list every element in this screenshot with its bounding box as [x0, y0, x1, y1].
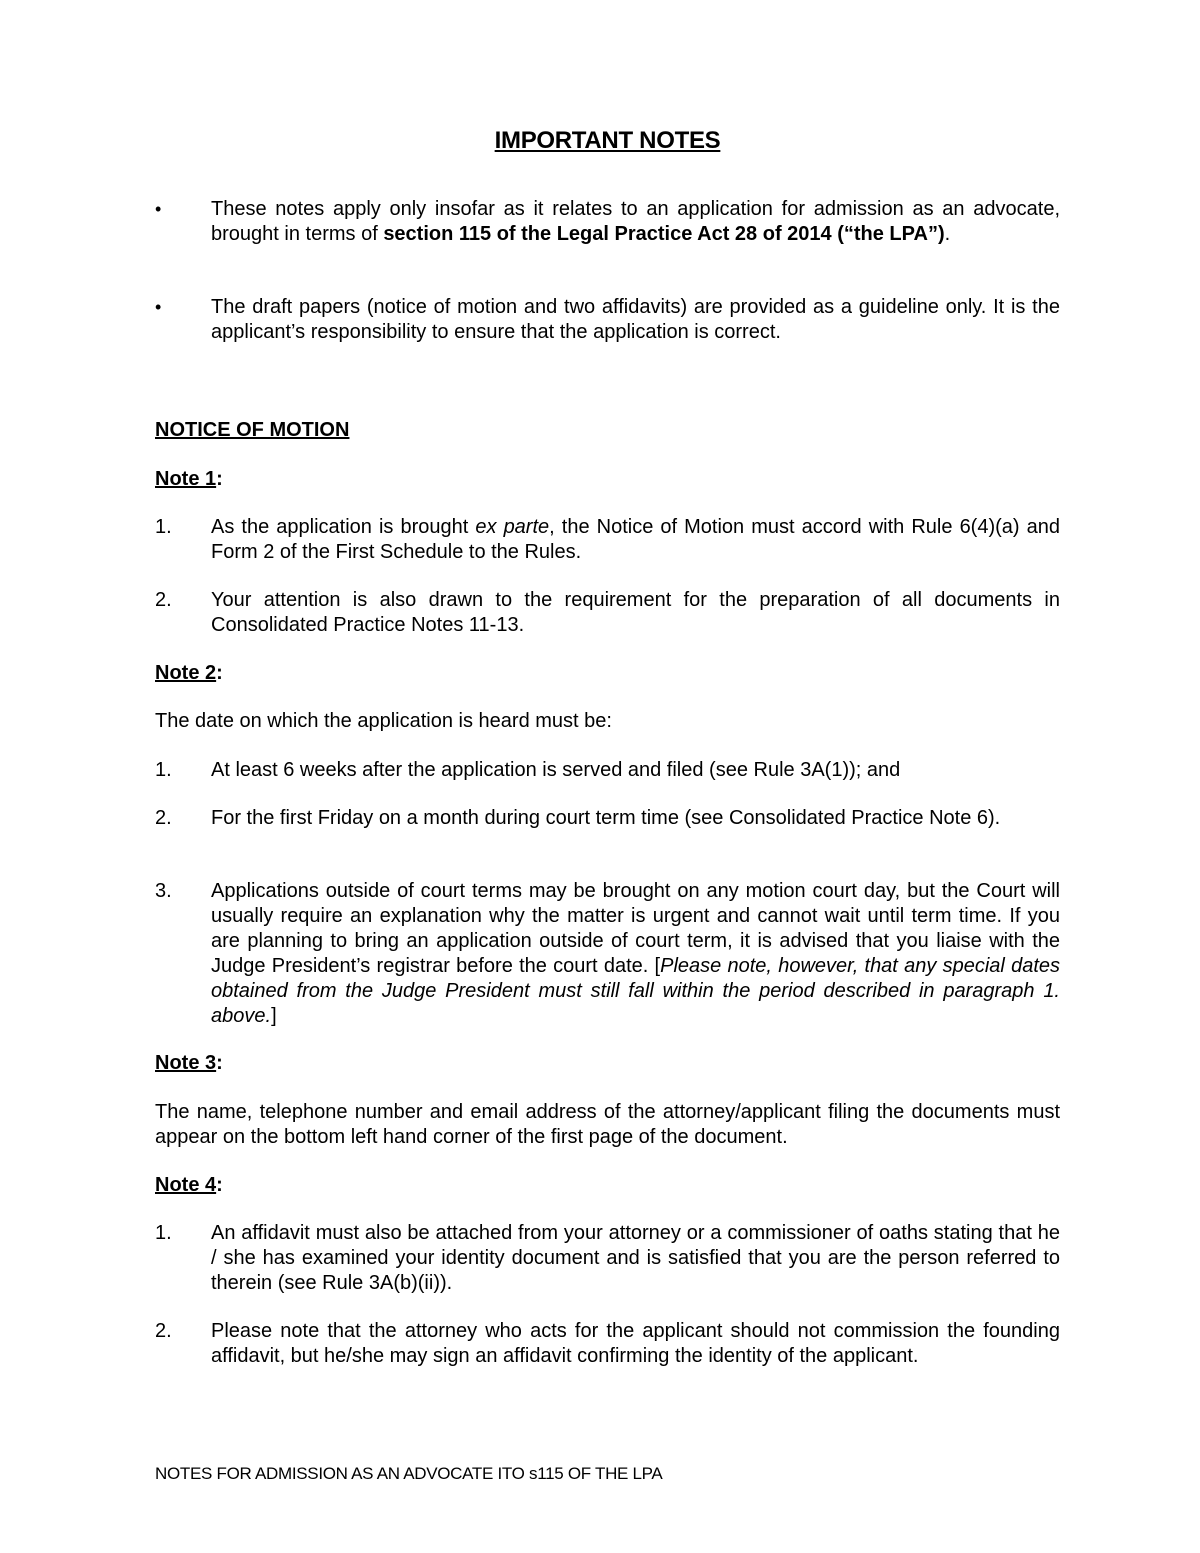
note-heading: Note 2: [155, 662, 223, 684]
list-number: 2. [155, 807, 172, 829]
page-footer: NOTES FOR ADMISSION AS AN ADVOCATE ITO s115 OF THE LPA [155, 1464, 663, 1483]
list-item-text: Your attention is also drawn to the requirement for the preparation of all documents in Consolidated Practice Notes 11-13. [211, 589, 1060, 636]
note-heading: Note 1: [155, 468, 223, 490]
list-number: 3. [155, 880, 172, 902]
note-intro: The date on which the application is heard must be: [155, 710, 612, 732]
list-number: 2. [155, 589, 172, 611]
list-number: 2. [155, 1320, 172, 1342]
list-number: 1. [155, 1222, 172, 1244]
page-title: IMPORTANT NOTES [494, 127, 721, 154]
note-heading: Note 4: [155, 1174, 223, 1196]
section-heading: NOTICE OF MOTION [155, 419, 350, 441]
legal-reference: section 115 of the Legal Practice Act 28 of 2014 (“the LPA”) [383, 223, 945, 245]
list-item-text: Please note that the attorney who acts for the applicant should not commission the founding affidavit, but he/she may sign an affidavit confirming the identity of the applicant. [211, 1320, 1060, 1367]
important-note-text: These notes apply only insofar as it relates to an application for admission as an advocate, brought in terms of section 115 of the Legal Practice Act 28 of 2014 (“the LPA”). [211, 198, 1060, 245]
bullet-icon: • [155, 199, 162, 219]
list-item-text: For the first Friday on a month during court term time (see Consolidated Practice Note 6). [211, 807, 1001, 829]
list-number: 1. [155, 759, 172, 781]
note-text: The name, telephone number and email address of the attorney/applicant filing the documents must appear on the bottom left hand corner of the first page of the document. [155, 1101, 1060, 1148]
list-item-text: An affidavit must also be attached from your attorney or a commissioner of oaths stating that he / she has examined your identity document and is satisfied that you are the person referred to therein (see Rule 3A(b)(ii)). [211, 1222, 1060, 1294]
bullet-icon: • [155, 297, 162, 317]
note-heading: Note 3: [155, 1052, 223, 1074]
list-item-text: Applications outside of court terms may be brought on any motion court day, but the Court will usually require an explanation why the matter is urgent and cannot wait until term time. If you are planning to bring an application outside of court term, it is advised that you liaise with the Judge President’s registrar before the court date. [Please note, however, that any special dates obtained from the Judge President must still fall within the period described in paragraph 1. above.] [211, 880, 1061, 1027]
list-number: 1. [155, 516, 172, 538]
list-item-text: As the application is brought ex parte, the Notice of Motion must accord with Rule 6(4)(a) and Form 2 of the First Schedule to the Rules. [211, 516, 1061, 563]
list-item-text: At least 6 weeks after the application is served and filed (see Rule 3A(1)); and [211, 759, 901, 781]
important-note-text: The draft papers (notice of motion and two affidavits) are provided as a guideline only. It is the applicant’s responsibility to ensure that the application is correct. [211, 296, 1060, 343]
